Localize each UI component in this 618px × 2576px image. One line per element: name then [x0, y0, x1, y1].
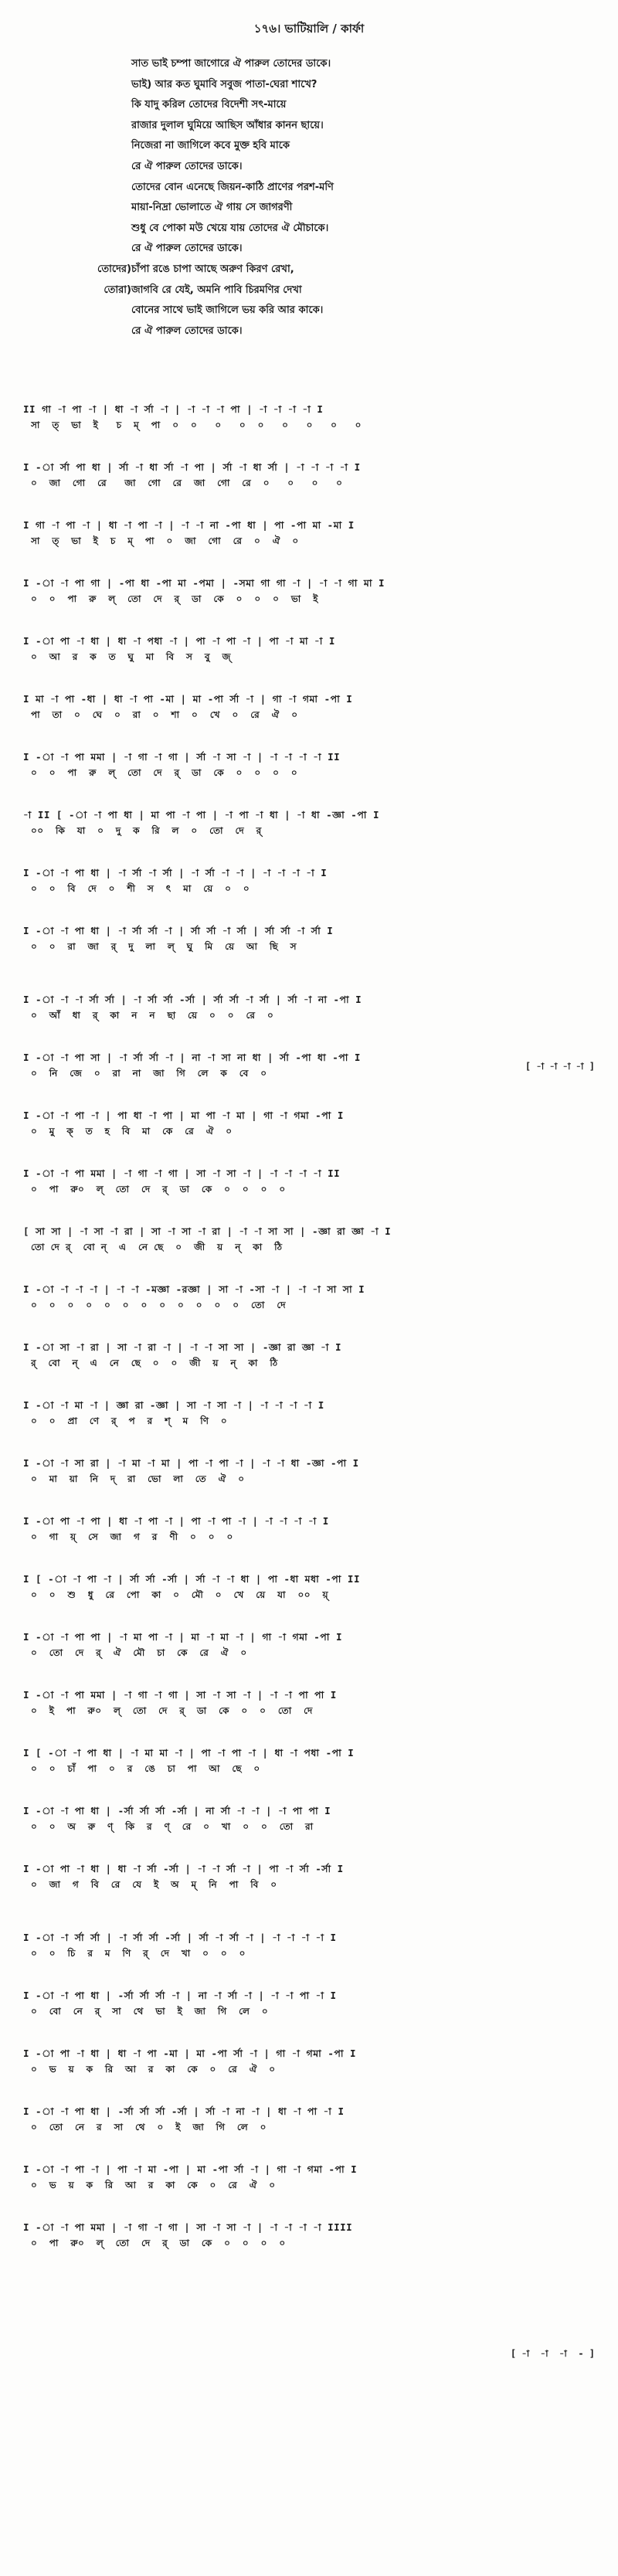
- notation-row: [23, 460, 603, 491]
- song-title: ১৭৬। ভাটিয়ালি / কার্ফা: [253, 22, 365, 36]
- syllable-line: ০ জা গো রে জা গো রে জা গো রে ০ ০ ০ ০: [31, 477, 343, 488]
- syllable-line: র্ বো ন্ এ নে ছে ০ ০ জী য় ন্ কা ঠি: [31, 1358, 278, 1368]
- lyric-text: রাজার দুলাল ঘুমিয়ে আছিস আঁধার কানন ছায়ে।: [131, 119, 324, 131]
- notation-row: [23, 1224, 603, 1255]
- lyric-prefix: [62, 136, 131, 157]
- notation-row: [23, 518, 603, 549]
- notation-row: [23, 1398, 603, 1429]
- swara-line: I -া -া পা মমা | -া গা -া গা | সা -া সা -া | -া -া -া -া II: [23, 1167, 341, 1179]
- syllable-line: ০ আঁ ধা র্ কা ন ন ছা য়ে ০ ০ রে ০: [31, 1010, 274, 1021]
- lyric-prefix: [62, 54, 131, 75]
- lyric-line: [62, 219, 572, 240]
- swara-line: I -া -া পা মমা | -া গা -া গা | সা -া সা -া | -া -া পা পা I: [23, 1689, 337, 1701]
- lyric-text: তোদের বোন এনেছে জিয়ন-কাঠি প্রাণের পরশ-মণি: [131, 181, 334, 193]
- notation-row: [23, 1988, 603, 2019]
- lyric-prefix: [62, 157, 131, 178]
- notation-row: [23, 576, 603, 607]
- syllable-line: ০ ০ পা রু ল্ তো দে র্ ডা কে ০ ০ ০ ০: [31, 767, 298, 778]
- lyric-text: চাঁপা রঙে চাপা আছে অরুণ কিরণ রেখা,: [131, 263, 294, 275]
- syllable-line: ০ মু ক্ ত হ বি মা কে রে ঐ ০: [31, 1126, 233, 1137]
- notation-row: [23, 1745, 603, 1776]
- syllable-line: পা তা ০ ঘে ০ রা ০ শা ০ খে ০ রে ঐ ০: [31, 709, 298, 720]
- lyric-prefix: [62, 75, 131, 96]
- lyric-prefix: [62, 239, 131, 260]
- syllable-line: ০ মা য়া নি দ্ রা ভো লা তে ঐ ০: [31, 1473, 245, 1484]
- syllable-line: ০ নি জে ০ রা না জা গি লে ক বে ০: [31, 1068, 267, 1079]
- syllable-line: ০ ভ য় ক রি আ র কা কে ০ রে ঐ ০: [31, 2064, 276, 2075]
- swara-line: [ সা সা | -া সা -া রা | সা -া সা -া রা | -া -া সা সা | -জ্ঞা রা জ্ঞা -া I: [23, 1225, 392, 1237]
- swara-line: I -া -া পা -া | পা -া মা -পা | মা -পা র্সা -া | গা -া গমা -পা I: [23, 2163, 358, 2175]
- notation-row: [23, 1166, 603, 1197]
- notation-row: [23, 923, 603, 954]
- notation-row: [23, 402, 603, 433]
- swara-line: I গা -া পা -া | ধা -া পা -া | -া -া না -পা ধা | পা -পা মা -মা I: [23, 519, 355, 531]
- lyric-prefix: তোরা): [104, 284, 131, 296]
- notation-row: [23, 1687, 603, 1718]
- lyric-line: [62, 321, 572, 342]
- syllable-line: ০ বো নে র্ সা থে ভা ই জা গি লে ০: [31, 2006, 269, 2017]
- syllable-line: ০ পা রু০ ল্ তো দে র্ ডা কে ০ ০ ০ ০: [31, 2238, 286, 2248]
- bracket-note: [ -া -া -া - ]: [510, 2348, 595, 2359]
- syllable-line: ০ গা য়্ সে জা গ র ণী ০ ০ ০: [31, 1531, 233, 1542]
- syllable-line: ০ ভ য় ক রি আ র কা কে ০ রে ঐ ০: [31, 2180, 276, 2190]
- swara-line: -া II [ -া -া পা ধা | মা পা -া পা | -া পা -া ধা | -া ধা -জ্ঞা -পা I: [23, 809, 379, 821]
- lyric-text: বোনের সাথে ভাই জাগিলে ভয় করি আর কাকে।: [131, 304, 324, 317]
- swara-line: I -া -া পা ধা | -র্সা র্সা র্সা -া | না -া র্সা -া | -া -া পা -া I: [23, 1990, 337, 2001]
- notation-row: [23, 1514, 603, 1545]
- lyric-text: রে ঐ পারুল তোদের ডাকে।: [131, 160, 243, 172]
- lyric-line: [62, 178, 572, 199]
- lyric-prefix: [62, 178, 131, 199]
- lyric-line: [62, 95, 572, 116]
- lyric-text: কি যাদু করিল তোদের বিদেশী সৎ-মায়ে: [131, 99, 287, 111]
- syllable-line: ০ পা রু০ ল্ তো দে র্ ডা কে ০ ০ ০ ০: [31, 1184, 286, 1195]
- notation-row: [23, 2162, 603, 2193]
- lyric-prefix: [62, 198, 131, 219]
- syllable-line: ০ ই পা রু০ ল্ তো দে র্ ডা কে ০ ০ তো দে: [31, 1705, 313, 1716]
- lyric-line: [62, 198, 572, 219]
- lyric-prefix: [62, 219, 131, 240]
- notation-row: [23, 1340, 603, 1371]
- lyric-prefix: [62, 116, 131, 137]
- swara-line: I -া -া পা -া | পা ধা -া পা | মা পা -া মা | গা -া গমা -পা I: [23, 1110, 344, 1121]
- notation-row: [23, 634, 603, 664]
- lyric-text: রে ঐ পারুল তোদের ডাকে।: [131, 325, 243, 337]
- swara-line: I [ -া -া পা ধা | -া মা মা -া | পা -া পা -া | ধা -া পধা -পা I: [23, 1747, 355, 1759]
- swara-line: I -া -া র্সা র্সা | -া র্সা র্সা -র্সা | র্সা -া র্সা -া | -া -া -া -া I: [23, 1932, 337, 1943]
- syllable-line: ০ জা গ বি রে যে ই অ ম্ নি পা বি ০: [31, 1879, 277, 1890]
- swara-line: I -া পা -া ধা | ধা -া পধা -া | পা -া পা -া | পা -া মা -া I: [23, 635, 335, 647]
- swara-line: I -া -া মা -া | জ্ঞা রা -জ্ঞা | সা -া সা -া | -া -া -া -া I: [23, 1399, 324, 1411]
- notation-row: [23, 692, 603, 722]
- swara-line: I -া পা -া পা | ধা -া পা -া | পা -া পা -া | -া -া -া -া I: [23, 1515, 329, 1527]
- syllable-line: ০ ০ চাঁ পা ০ র ঙে চা পা আ ছে ০: [31, 1763, 260, 1774]
- notation-row: [23, 1050, 603, 1081]
- lyric-text: জাগবি রে যেই, অমনি পাবি চিরমণির দেখা: [131, 284, 302, 296]
- swara-line: I -া -া পা ধা | -র্সা র্সা র্সা -র্সা | না র্সা -া -া | -া পা পা I: [23, 1805, 331, 1816]
- swara-line: I -া পা -া ধা | ধা -া র্সা -র্সা | -া -া র্সা -া | পা -া র্সা -র্সা I: [23, 1863, 344, 1874]
- notation-row: [23, 1861, 603, 1892]
- lyrics-block: [62, 54, 572, 342]
- syllable-line: ০ ০ পা রু ল্ তো দে র্ ডা কে ০ ০ ০ ভা ই: [31, 593, 318, 604]
- notation-row: [23, 749, 603, 780]
- notation-row: [23, 1108, 603, 1139]
- lyric-text: শুধু বে পোকা মউ খেয়ে যায় তোদের ঐ মৌচাকে।: [131, 222, 329, 234]
- swara-line: I -া -া সা রা | -া মা -া মা | পা -া পা -া | -া -া ধা -জ্ঞা -পা I: [23, 1457, 359, 1469]
- swara-line: II গা -া পা -া | ধা -া র্সা -া | -া -া -া পা | -া -া -া -া I: [23, 403, 324, 415]
- lyric-line: [62, 75, 572, 96]
- lyric-text: ভাই) আর কত ঘুমাবি সবুজ পাতা-ঘেরা শাখে?: [131, 78, 317, 90]
- lyric-line: [62, 280, 572, 301]
- syllable-line: ০ ০ চি র ম ণি র্ দে খা ০ ০ ০: [31, 1948, 246, 1959]
- lyric-line: [62, 239, 572, 260]
- syllable-line: ০ তো নে র সা থে ০ ই জা গি লে ০: [31, 2122, 267, 2133]
- swara-line: I -া -া পা পা | -া মা পা -া | মা -া মা -া | গা -া গমা -পা I: [23, 1631, 342, 1643]
- syllable-line: ০ ০ ০ ০ ০ ০ ০ ০ ০ ০ ০ ০ তো দে: [31, 1300, 286, 1310]
- swara-line: I মা -া পা -ধা | ধা -া পা -মা | মা -পা র্সা -া | গা -া গমা -পা I: [23, 693, 353, 705]
- syllable-line: ০ ০ রা জা র্ দু লা ল্ ঘু মি য়ে আ ছি স: [31, 941, 297, 952]
- swara-line: I -া -া পা ধা | -া র্সা র্সা -া | র্সা র্সা -া র্সা | র্সা র্সা -া র্সা I: [23, 925, 334, 936]
- syllable-line: সা ত্ ভা ই চ ম্ পা ০ ০ ০ ০ ০ ০ ০ ০ ০: [31, 420, 362, 430]
- swara-line: I -া সা -া রা | সা -া রা -া | -া -া সা সা | -জ্ঞা রা জ্ঞা -া I: [23, 1341, 341, 1353]
- lyric-line: [62, 301, 572, 321]
- syllable-line: ০ ০ শু ধু রে পো কা ০ মৌ ০ খে য়ে যা ০০ য়্: [31, 1589, 329, 1600]
- syllable-line: তো দে র্ বো ন্ এ নে ছে ০ জী য় ন্ কা ঠি: [31, 1242, 283, 1252]
- notation-row: [23, 1630, 603, 1660]
- notation-row: [23, 1572, 603, 1602]
- swara-line: I -া -া পা গা | -পা ধা -পা মা -পমা | -সমা গা গা -া | -া -া গা মা I: [23, 577, 385, 589]
- swara-line: I -া -া -া র্সা র্সা | -া র্সা র্সা -র্সা | র্সা র্সা -া র্সা | র্সা -া না -পা I: [23, 994, 362, 1005]
- lyric-line: [62, 54, 572, 75]
- syllable-line: ০ ০ প্রা ণে র্ প র শ্ ম ণি ০: [31, 1415, 228, 1426]
- swara-line: I [ -া -া পা -া | র্সা র্সা -র্সা | র্সা -া -া ধা | পা -ধা মধা -পা II: [23, 1573, 360, 1585]
- notation-row: [23, 1456, 603, 1487]
- lyric-line: [62, 260, 572, 280]
- bracket-note: [ -া -া -া -া ]: [525, 1061, 595, 1072]
- lyric-prefix: [62, 301, 131, 321]
- syllable-line: ০ তো দে র্ ঐ মৌ চা কে রে ঐ ০: [31, 1647, 247, 1658]
- lyric-line: [62, 136, 572, 157]
- notation-row: [23, 807, 603, 838]
- notation-row: [23, 1930, 603, 1961]
- lyric-prefix: [62, 321, 131, 342]
- syllable-line: ০ আ র ক ত ঘু মা বি স বু জ্: [31, 651, 231, 662]
- notation-row: [23, 2046, 603, 2077]
- swara-line: I -া পা -া ধা | ধা -া পা -মা | মা -পা র্সা -া | গা -া গমা -পা I: [23, 2048, 357, 2059]
- swara-line: I -া -া পা ধা | -া র্সা -া র্সা | -া র্সা -া -া | -া -া -া -া I: [23, 867, 328, 878]
- notation-row: [23, 992, 603, 1023]
- syllable-line: সা ত্ ভা ই চ ম্ পা ০ জা গো রে ০ ঐ ০: [31, 535, 299, 546]
- notation-row: [23, 865, 603, 896]
- swara-line: I -া -া -া -া | -া -া -মজ্ঞা -রজ্ঞা | সা -া -সা -া | -া -া সা সা I: [23, 1283, 365, 1295]
- notation-row: [23, 2104, 603, 2135]
- lyric-prefix: [62, 95, 131, 116]
- lyric-text: মায়া-নিদ্রা ভোলাতে ঐ গায় সে জাগরণী: [131, 202, 293, 214]
- notation-row: [23, 2220, 603, 2251]
- swara-line: I -া -া পা মমা | -া গা -া গা | র্সা -া সা -া | -া -া -া -া II: [23, 751, 341, 763]
- lyric-text: সাত ভাই চম্পা জাগোরে ঐ পারুল তোদের ডাকে।: [131, 58, 331, 70]
- lyric-line: [62, 116, 572, 137]
- swara-line: I -া -া পা সা | -া র্সা র্সা -া | না -া সা না ধা | র্সা -পা ধা -পা I: [23, 1052, 361, 1063]
- lyric-line: [62, 157, 572, 178]
- lyric-text: নিজেরা না জাগিলে কবে মুক্ত হবি মাকে: [131, 140, 290, 152]
- swara-line: I -া -া পা ধা | -র্সা র্সা র্সা -র্সা | র্সা -া না -া | ধা -া পা -া I: [23, 2105, 345, 2117]
- swara-line: I -া -া পা মমা | -া গা -া গা | সা -া সা -া | -া -া -া -া IIII: [23, 2221, 353, 2233]
- lyric-prefix: তোদের): [97, 263, 131, 275]
- syllable-line: ০ ০ বি দে ০ শী স ৎ মা য়ে ০ ০: [31, 883, 250, 894]
- syllable-line: ০০ কি যা ০ দু ক রি ল ০ তো দে র্: [31, 825, 262, 836]
- syllable-line: ০ ০ অ রু ণ্ কি র ণ্ রে ০ খা ০ ০ তো রা: [31, 1821, 314, 1832]
- swara-line: I -া র্সা পা ধা | র্সা -া ধা র্সা -া পা | র্সা -া ধা র্সা | -া -া -া -া I: [23, 461, 361, 473]
- notation-row: [23, 1282, 603, 1313]
- notation-row: [23, 1803, 603, 1834]
- lyric-text: রে ঐ পারুল তোদের ডাকে।: [131, 243, 243, 255]
